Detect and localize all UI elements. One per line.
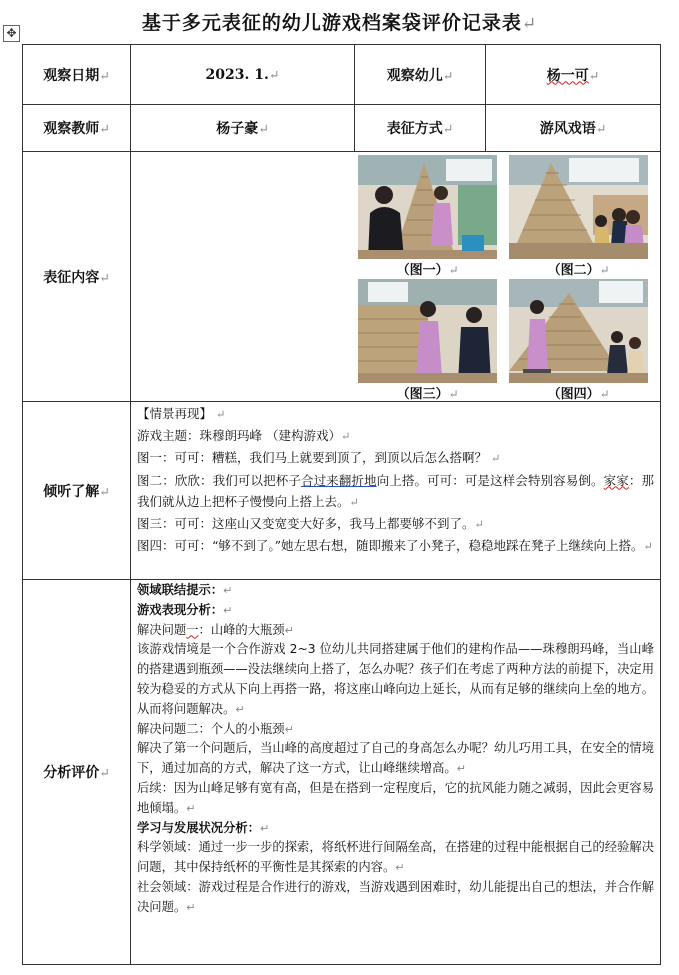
- scene-heading: [137, 403, 654, 425]
- problem-1-body: [137, 640, 654, 719]
- text: 解决问题二：个人的小瓶颈: [137, 721, 285, 736]
- game-theme: [137, 425, 654, 447]
- analysis-content-cell[interactable]: [131, 580, 661, 965]
- text: 向上搭。可可：可是这样会特别容易倒。: [376, 472, 604, 488]
- paragraph-mark: ↵: [223, 603, 233, 617]
- paragraph-mark: ↵: [456, 762, 467, 776]
- photo-4-caption: [509, 383, 648, 402]
- photo-3-image[interactable]: [358, 279, 497, 383]
- listen-label-cell: [23, 402, 131, 580]
- paragraph-mark: ↵: [448, 386, 459, 401]
- teacher-label-cell: [23, 105, 131, 152]
- domain-hint-heading: [137, 581, 654, 601]
- row-date: [23, 45, 661, 105]
- content-photos-cell: [131, 152, 661, 402]
- paragraph-mark: ↵: [395, 861, 405, 875]
- paragraph-mark: ↵: [258, 121, 269, 136]
- child-label-cell: [355, 45, 486, 105]
- paragraph-mark: ↵: [643, 540, 653, 554]
- text: 领域联结提示：: [137, 583, 224, 597]
- text: 科学领域：通过一步一步的探索，将纸杯进行间隔垒高，在搭建的过程中能根据自己的经验解决问题，其中保持纸杯的平衡性是其探索的内容。: [137, 840, 654, 875]
- dialogue-4: [137, 535, 654, 557]
- teacher-value: 杨子豪: [216, 121, 259, 137]
- text: 图三：可可：这座山又变宽变大好多，我马上都要够不到了。: [137, 516, 475, 532]
- text: 解决问题: [137, 622, 187, 637]
- row-teacher: [23, 105, 661, 152]
- paragraph-mark: ↵: [491, 452, 501, 466]
- paragraph-mark: ↵: [223, 584, 233, 597]
- analysis-label-cell: [23, 580, 131, 965]
- science-domain-body: [137, 838, 654, 878]
- spell-flagged-text: 家家: [603, 472, 629, 488]
- paragraph-mark: ↵: [216, 408, 226, 421]
- text: 社会领域：游戏过程是合作进行的游戏，当游戏遇到困难时，幼儿能提出自己的想法，并合作解决问题。: [137, 879, 654, 914]
- child-label: 观察幼儿: [386, 67, 443, 84]
- photo-1-image[interactable]: [358, 155, 497, 259]
- method-value-cell[interactable]: [486, 105, 661, 152]
- paragraph-mark: ↵: [599, 262, 610, 277]
- text: 后续：因为山峰足够有宽有高，但是在搭到一定程度后，它的抗风能力随之减弱，因此会更容易地倾塌。: [137, 780, 654, 815]
- listen-label: 倾听了解: [43, 483, 100, 500]
- date-value-cell[interactable]: [131, 45, 355, 105]
- photo-1-caption: [358, 259, 497, 278]
- photo-grid: [131, 153, 660, 401]
- method-label-cell: [355, 105, 486, 152]
- row-content: [23, 152, 661, 402]
- paragraph-mark: ↵: [442, 121, 454, 136]
- paragraph-mark: ↵: [99, 483, 110, 499]
- paragraph-mark: ↵: [186, 801, 196, 815]
- method-label: 表征方式: [386, 121, 443, 137]
- underlined-text: 合过来翻折地: [300, 472, 377, 488]
- text: ：那我们就从边上把杯子慢慢向上搭上去。: [137, 472, 654, 509]
- paragraph-mark: ↵: [99, 121, 110, 136]
- date-label-cell: [23, 45, 131, 105]
- paragraph-mark: ↵: [186, 900, 196, 914]
- followup-body: [137, 779, 654, 819]
- text: 学习与发展状况分析：: [137, 820, 260, 835]
- caption-text: （图三）: [396, 386, 449, 402]
- development-heading: [137, 819, 654, 839]
- paragraph-mark: ↵: [99, 765, 110, 780]
- paragraph-mark: ↵: [340, 430, 351, 444]
- date-label: 观察日期: [43, 67, 100, 84]
- paragraph-mark: ↵: [595, 121, 607, 136]
- text: 解决了第一个问题后，当山峰的高度超过了自己的身高怎么办呢？幼儿巧用工具，在安全的情境下，通过加高的方式，解决了这一方式，让山峰继续增高。: [137, 741, 654, 776]
- text: 【情景再现】: [137, 406, 213, 421]
- child-value-cell[interactable]: [486, 45, 661, 105]
- problem-1-title: [137, 621, 654, 641]
- analysis-label: 分析评价: [43, 765, 100, 781]
- paragraph-mark: ↵: [284, 722, 294, 736]
- listen-text: [131, 402, 660, 560]
- paragraph-mark: ↵: [99, 67, 110, 83]
- paragraph-mark: ↵: [99, 269, 110, 285]
- title-text: 基于多元表征的幼儿游戏档案袋评价记录表: [141, 12, 522, 34]
- paragraph-mark: ↵: [588, 67, 600, 83]
- paragraph-mark: ↵: [599, 386, 610, 401]
- spell-flagged-text: 一: [186, 622, 199, 637]
- social-domain-body: [137, 878, 654, 918]
- caption-text: （图一）: [396, 262, 449, 278]
- content-label-cell: [23, 152, 131, 402]
- paragraph-mark: ↵: [235, 702, 245, 716]
- row-analysis: [23, 580, 661, 965]
- paragraph-mark: ↵: [448, 262, 459, 277]
- caption-text: （图四）: [547, 386, 600, 402]
- text: 图一：可可：糟糕，我们马上就要到顶了，到顶以后怎么搭啊？: [137, 450, 488, 466]
- paragraph-mark: ↵: [268, 66, 280, 82]
- paragraph-mark: ↵: [474, 518, 484, 532]
- row-listen: [23, 402, 661, 580]
- text: 图四：可可：“够不到了。”她左思右想，随即搬来了小凳子，稳稳地踩在凳子上继续向上搭。: [137, 538, 644, 554]
- listen-content-cell[interactable]: [131, 402, 661, 580]
- analysis-text: [131, 580, 660, 921]
- photo-2-image[interactable]: [509, 155, 648, 259]
- table-move-handle-icon[interactable]: ✥: [3, 25, 20, 42]
- performance-heading: [137, 601, 654, 621]
- paragraph-mark: ↵: [259, 821, 270, 835]
- paragraph-mark: ↵: [442, 67, 454, 83]
- dialogue-1: [137, 447, 654, 469]
- paragraph-mark: ↵: [521, 14, 538, 34]
- text: 游戏表现分析：: [137, 602, 224, 617]
- dialogue-3: [137, 513, 654, 535]
- photo-4-image[interactable]: [509, 279, 648, 383]
- teacher-value-cell[interactable]: [131, 105, 355, 152]
- child-value: 杨一可: [546, 67, 589, 84]
- teacher-label: 观察教师: [43, 121, 100, 137]
- text: 图二：欣欣：我们可以把杯子: [137, 472, 301, 488]
- text: 游戏主题：珠穆朗玛峰 （建构游戏）: [137, 428, 341, 444]
- dialogue-2: [137, 470, 654, 513]
- photo-2-caption: [509, 259, 648, 278]
- date-value: 2023. 1.: [205, 66, 269, 83]
- caption-text: （图二）: [547, 262, 600, 278]
- record-table: [22, 44, 661, 965]
- paragraph-mark: ↵: [349, 495, 359, 509]
- paragraph-mark: ↵: [284, 623, 294, 637]
- text: ：山峰的大瓶颈: [198, 622, 285, 637]
- photo-3-caption: [358, 383, 497, 402]
- text: 该游戏情境是一个合作游戏 2~3 位幼儿共同搭建属于他们的建构作品——珠穆朗玛峰，当山峰的搭建遇到瓶颈——没法继续向上搭了，怎么办呢？孩子们在考虑了两种方法的前提下，决定用较为稳妥的方式从下向上再搭一路，将这座山峰向边上延长，从而有足够的继续向上垒的地方。从而将问题解决。: [137, 642, 654, 716]
- document-title: [0, 8, 679, 35]
- method-value: 游风戏语: [539, 121, 596, 137]
- problem-2-body: [137, 739, 654, 779]
- problem-2-title: [137, 720, 654, 740]
- content-label: 表征内容: [43, 269, 100, 286]
